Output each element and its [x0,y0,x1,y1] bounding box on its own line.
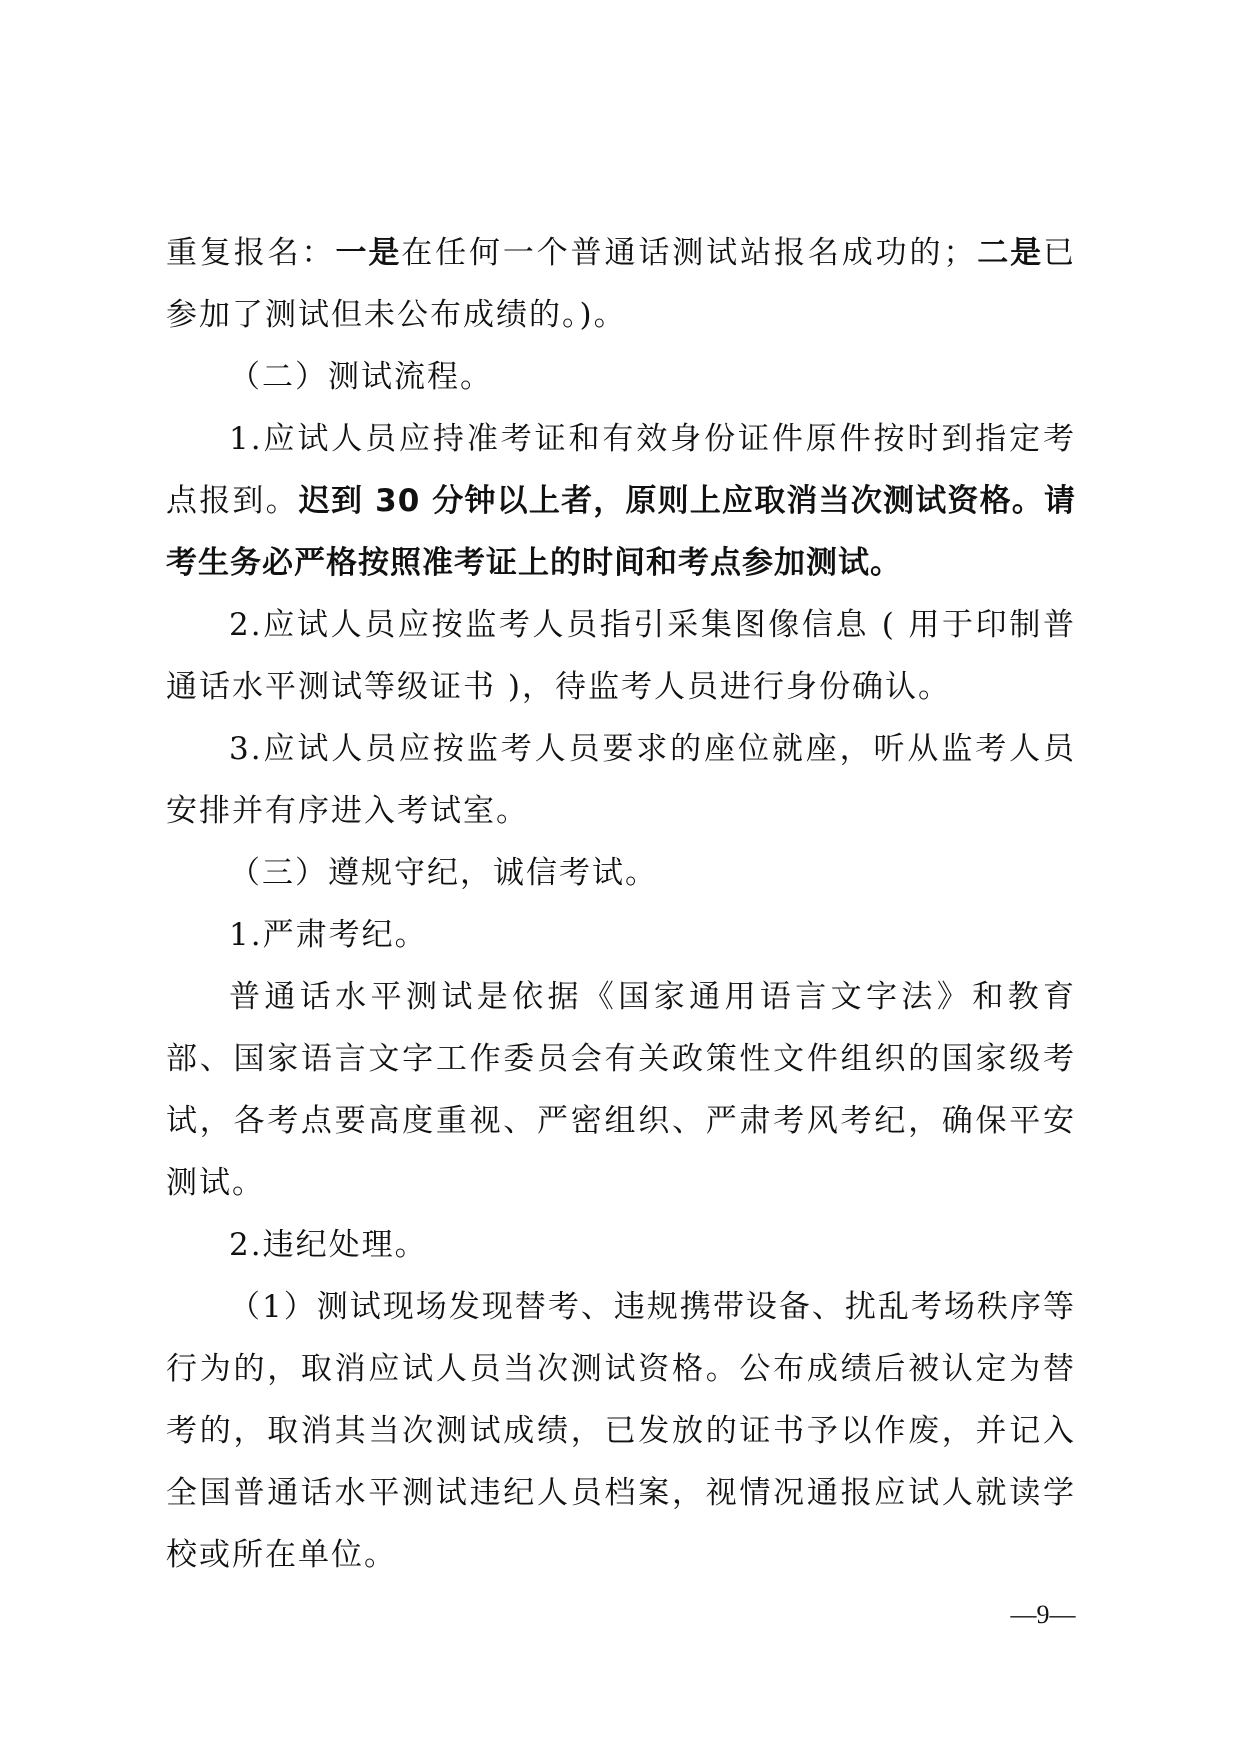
text-segment: 在任何一个普通话测试站报名成功的； [401,235,977,271]
paragraph-registration-continued [166,222,1076,346]
section-heading-test-procedure: （二）测试流程。 [229,359,493,395]
bold-text: 一是 [335,235,402,271]
bold-text: 迟到 30 分钟以上者，原则上应取消当次测试资格。请考生务必严格按照准考证上的时间和考点参加测试。 [166,483,1076,581]
paragraph-procedure-1 [166,408,1076,594]
subheading-strict-discipline: 1.严肃考纪。 [229,917,428,953]
document-body [166,222,1076,1586]
page-number: —9— [1010,1600,1076,1629]
paragraph-procedure-3: 3.应试人员应按监考人员要求的座位就座，听从监考人员安排并有序进入考试室。 [166,731,1076,829]
text-segment: 已参加了测试但未公布成绩的。)。 [166,235,1077,333]
bold-text: 二是 [976,235,1044,271]
paragraph-procedure-2: 2.应试人员应按监考人员指引采集图像信息 ( 用于印制普通话水平测试等级证书 )，待监考人员进行身份确认。 [166,607,1076,705]
subheading-violation-handling: 2.违纪处理。 [229,1227,428,1263]
text-segment: 1.应试人员应持准考证和有效身份证件原件按时到指定考点报到。 [166,421,1076,519]
section-heading-discipline: （三）遵规守纪，诚信考试。 [229,855,658,891]
paragraph-violation-1: （1）测试现场发现替考、违规携带设备、扰乱考场秩序等行为的，取消应试人员当次测试资格。公布成绩后被认定为替考的，取消其当次测试成绩，已发放的证书予以作废，并记入全国普通话水平测试违纪人员档案，视情况通报应试人就读学校或所在单位。 [166,1289,1076,1573]
text-segment: 重复报名： [166,235,336,271]
paragraph-discipline-description: 普通话水平测试是依据《国家通用语言文字法》和教育部、国家语言文字工作委员会有关政策性文件组织的国家级考试，各考点要高度重视、严密组织、严肃考风考纪，确保平安测试。 [166,979,1076,1201]
